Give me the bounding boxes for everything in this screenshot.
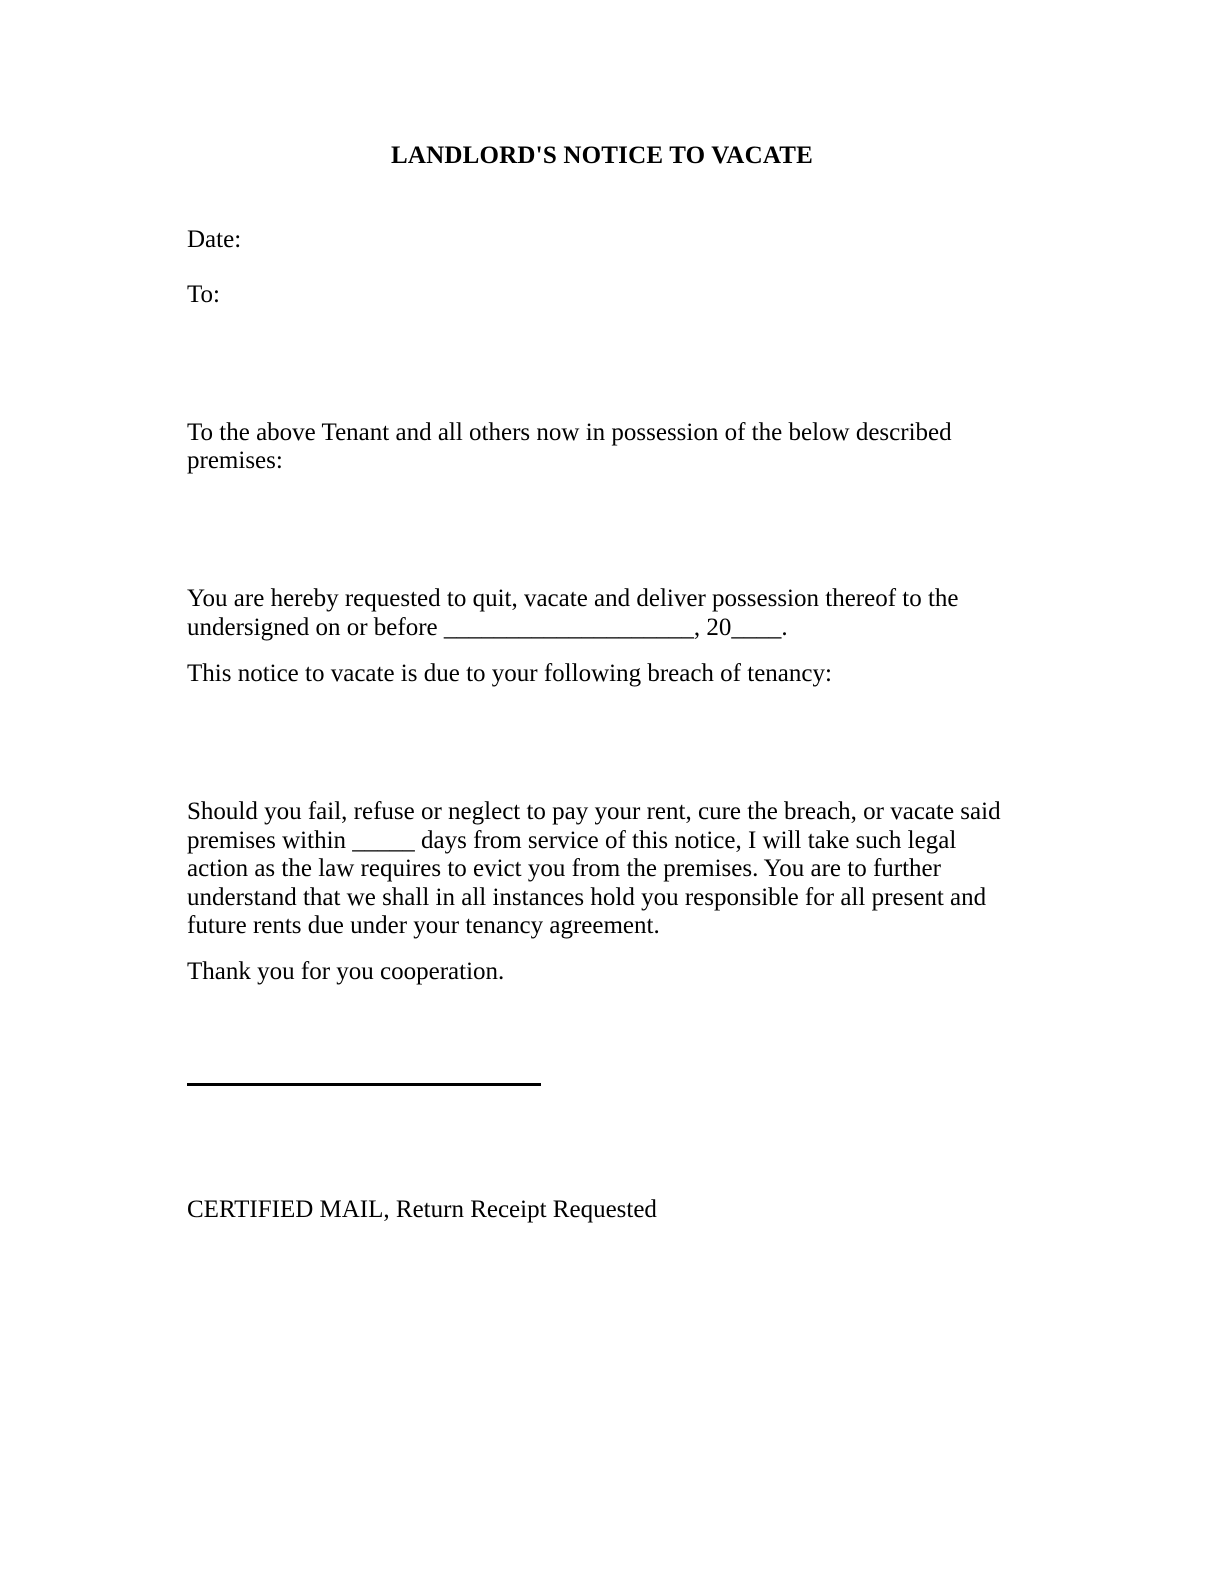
quit-demand-paragraph: You are hereby requested to quit, vacate and deliver possession thereof to the undersigned on or before ____________________, 20____. xyxy=(187,585,959,641)
spacer xyxy=(187,475,1017,585)
certified-mail-footer: CERTIFIED MAIL, Return Receipt Requested xyxy=(187,1195,657,1223)
page-title: LANDLORD'S NOTICE TO VACATE xyxy=(391,142,813,169)
recipient-field-label: To: xyxy=(187,280,220,308)
spacer xyxy=(187,309,1017,419)
spacer xyxy=(187,254,1017,281)
legal-action-paragraph: Should you fail, refuse or neglect to pay your rent, cure the breach, or vacate said premises within _____ days from service of this notice, I will take such legal action as the law requires to evict you from the premises. You are to further understand that we shall in all instances hold you responsible for all present and future rents due under your tenancy agreement. xyxy=(187,798,1001,939)
document-body xyxy=(187,142,1017,1224)
spacer xyxy=(187,688,1017,798)
addressee-notice-paragraph: To the above Tenant and all others now in possession of the below described premises: xyxy=(187,418,952,474)
date-field-label: Date: xyxy=(187,225,242,253)
spacer xyxy=(187,170,1017,226)
breach-intro-paragraph: This notice to vacate is due to your following breach of tenancy: xyxy=(187,660,832,687)
spacer xyxy=(187,1086,1017,1196)
spacer xyxy=(187,642,1017,660)
spacer xyxy=(187,987,1017,1083)
spacer xyxy=(187,940,1017,958)
thanks-paragraph: Thank you for you cooperation. xyxy=(187,958,505,986)
